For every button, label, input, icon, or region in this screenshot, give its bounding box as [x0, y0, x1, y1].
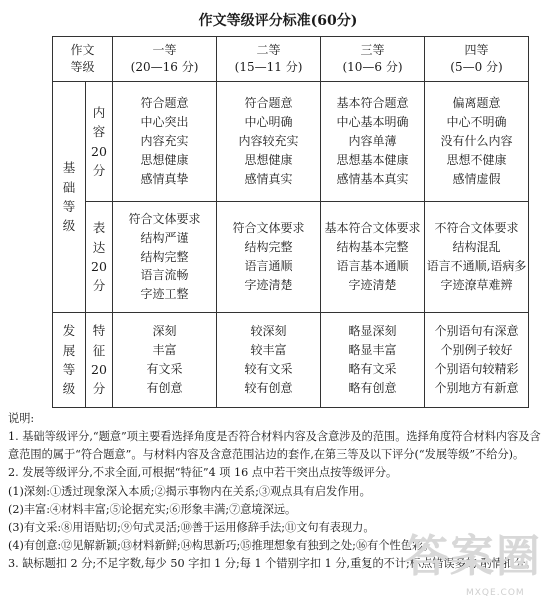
basic-level-label: 基 础 等 级 — [53, 82, 86, 313]
expression-grade-1: 符合文体要求 结构严谨 结构完整 语言流畅 字迹工整 — [113, 202, 217, 313]
notes-section — [8, 410, 548, 573]
grade-header-1: 一等 (20—16 分) — [113, 37, 217, 82]
feature-row — [53, 313, 529, 408]
page-title: 作文等级评分标准(60分) — [198, 13, 358, 29]
content-grade-1: 符合题意 中心突出 内容充实 思想健康 感情真挚 — [113, 82, 217, 202]
content-grade-4: 偏离题意 中心不明确 没有什么内容 思想不健康 感情虚假 — [425, 82, 529, 202]
note-item: 1. 基础等级评分,“题意”项主要看选择角度是否符合材料内容及含意涉及的范围。选择角度符合材料内容及含意范围的属于“符合题意”。与材料内容及含意范围沾边的套作,在第三等及以下评分(“发展等级”不给分)。 — [8, 430, 541, 462]
expression-grade-2: 符合文体要求 结构完整 语言通顺 字迹清楚 — [217, 202, 321, 313]
content-grade-2: 符合题意 中心明确 内容较充实 思想健康 感情真实 — [217, 82, 321, 202]
grade-header-2: 二等 (15—11 分) — [217, 37, 321, 82]
expression-row — [53, 202, 529, 313]
content-row — [53, 82, 529, 202]
watermark-logo: 答案圈 — [404, 531, 542, 582]
note-item: (2)丰富:④材料丰富;⑤论据充实;⑥形象丰满;⑦意境深远。 — [8, 502, 297, 516]
expression-grade-3: 基本符合文体要求 结构基本完整 语言基本通顺 字迹清楚 — [321, 202, 425, 313]
feature-grade-4: 个别语句有深意 个别例子较好 个别语句较精彩 个别地方有新意 — [425, 313, 529, 408]
feature-grade-2: 较深刻 较丰富 较有文采 较有创意 — [217, 313, 321, 408]
feature-label: 特 征 20 分 — [86, 313, 113, 408]
feature-grade-3: 略显深刻 略显丰富 略有文采 略有创意 — [321, 313, 425, 408]
expression-grade-4: 不符合文体要求 结构混乱 语言不通顺,语病多 字迹潦草难辨 — [425, 202, 529, 313]
note-item: 2. 发展等级评分,不求全面,可根据“特征”4 项 16 点中若干突出点按等级评分。 — [8, 466, 398, 480]
watermark-url: MXQE.COM — [466, 588, 525, 598]
corner-cell: 作文 等级 — [53, 37, 113, 82]
note-item: (1)深刻:①透过现象深入本质;②揭示事物内在关系;③观点具有启发作用。 — [8, 484, 371, 498]
note-item: 3. 缺标题扣 2 分;不足字数,每少 50 字扣 1 分;每 1 个错别字扣 1 分,重复的不计;标点错误多的,酌情扣分。 — [8, 557, 537, 571]
content-grade-3: 基本符合题意 中心基本明确 内容单薄 思想基本健康 感情基本真实 — [321, 82, 425, 202]
note-item: (3)有文采:⑧用语贴切;⑨句式灵活;⑩善于运用修辞手法;⑪文句有表现力。 — [8, 520, 375, 534]
development-level-label: 发 展 等 级 — [53, 313, 86, 408]
expression-label: 表 达 20 分 — [86, 202, 113, 313]
feature-grade-1: 深刻 丰富 有文采 有创意 — [113, 313, 217, 408]
notes-heading: 说明: — [8, 412, 35, 425]
content-label: 内 容 20 分 — [86, 82, 113, 202]
grading-table — [52, 36, 529, 408]
grade-header-4: 四等 (5—0 分) — [425, 37, 529, 82]
header-row — [53, 37, 529, 82]
note-item: (4)有创意:⑫见解新颖;⑬材料新鲜;⑭构思新巧;⑮推理想象有独到之处;⑯有个性色彩。 — [8, 538, 435, 552]
grade-header-3: 三等 (10—6 分) — [321, 37, 425, 82]
